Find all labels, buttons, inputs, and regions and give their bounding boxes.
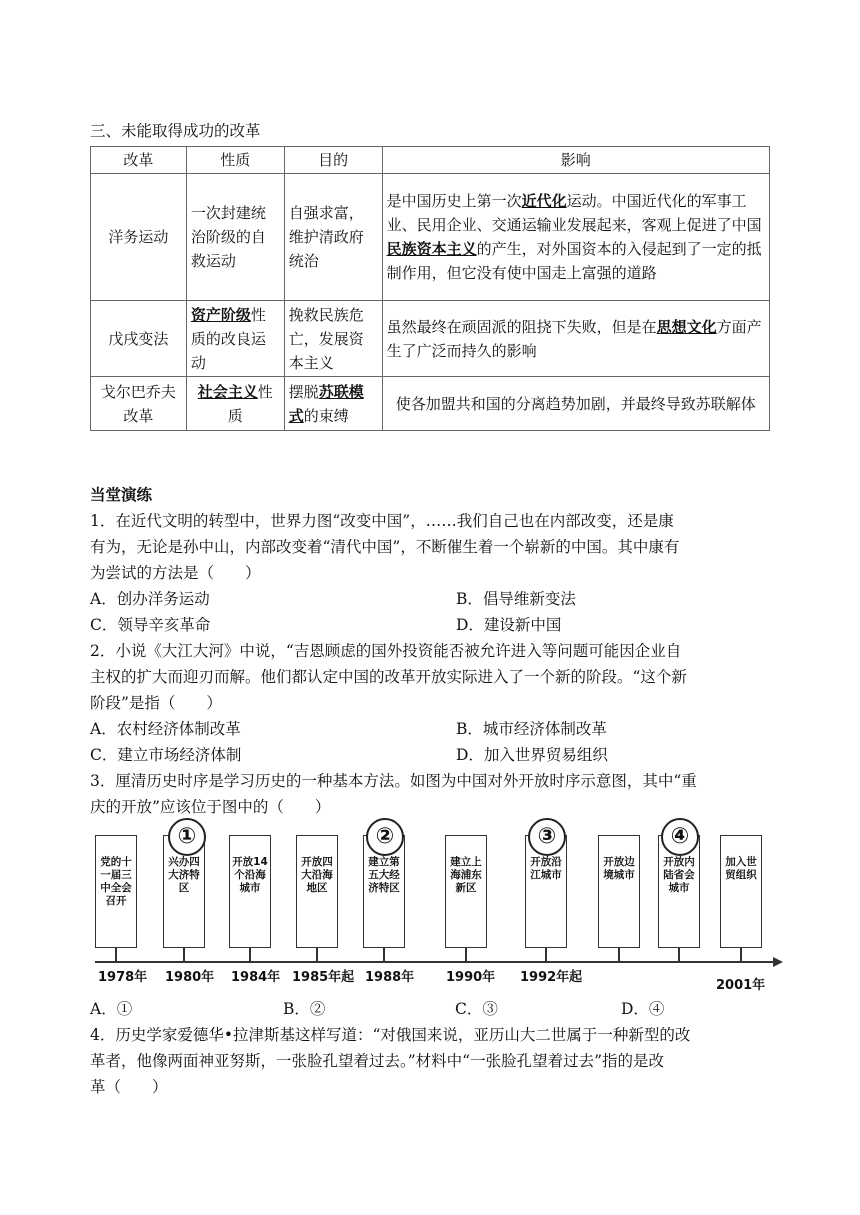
table-row — [91, 174, 770, 301]
timeline-box-1984: 开放14个沿海城市 — [229, 835, 271, 948]
cell-reform: 戈尔巴乔夫改革 — [91, 377, 187, 431]
option-c[interactable]: C．③ — [455, 1000, 498, 1018]
year-label: 1978年 — [98, 970, 148, 985]
timeline-stem — [249, 948, 251, 962]
marker-1: ① — [168, 818, 206, 856]
practice-title: 当堂演练 — [90, 486, 153, 504]
timeline-axis — [95, 961, 775, 963]
year-label: 2001年 — [716, 978, 766, 993]
option-c[interactable]: C．建立市场经济体制 — [90, 746, 242, 764]
marker-4: ④ — [661, 818, 699, 856]
cell-impact: 是中国历史上第一次近代化运动。中国近代化的军事工业、民用企业、交通运输业发展起来，客观上促进了中国民族资本主义的产生，对外国资本的入侵起到了一定的抵制作用，但它没有使中国走上富强的道路 — [382, 174, 769, 301]
year-label: 1984年 — [231, 970, 281, 985]
option-b[interactable]: B．② — [283, 1000, 326, 1018]
option-c[interactable]: C．领导辛亥革命 — [90, 616, 211, 634]
cell-impact: 使各加盟共和国的分离趋势加剧，并最终导致苏联解体 — [382, 377, 769, 431]
year-label: 1988年 — [365, 970, 415, 985]
timeline-box-1978: 党的十一届三中全会召开 — [95, 835, 137, 948]
option-d[interactable]: D．④ — [621, 1000, 665, 1018]
timeline-stem — [183, 948, 185, 962]
header-impact: 影响 — [382, 147, 769, 174]
timeline-box-1985: 开放四大沿海地区 — [296, 835, 338, 948]
timeline-box-2001: 加入世贸组织 — [720, 835, 762, 948]
cell-purpose: 挽救民族危亡，发展资本主义 — [284, 301, 382, 377]
year-label: 1985年起 — [292, 970, 355, 985]
table-row — [91, 377, 770, 431]
cell-reform: 洋务运动 — [91, 174, 187, 301]
cell-nature: 社会主义性质 — [186, 377, 284, 431]
cell-nature: 一次封建统治阶级的自救运动 — [186, 174, 284, 301]
timeline-box-1988: 建立第五大经济特区 — [363, 835, 405, 948]
table-header-row — [91, 147, 770, 174]
year-label: 1980年 — [165, 970, 215, 985]
timeline-stem — [465, 948, 467, 962]
marker-2: ② — [366, 818, 404, 856]
year-label: 1992年起 — [520, 970, 583, 985]
header-nature: 性质 — [186, 147, 284, 174]
cell-purpose: 自强求富，维护清政府统治 — [284, 174, 382, 301]
timeline-box-border: 开放边境城市 — [598, 835, 640, 948]
header-purpose: 目的 — [284, 147, 382, 174]
cell-reform: 戊戌变法 — [91, 301, 187, 377]
option-a[interactable]: A．创办洋务运动 — [90, 590, 210, 608]
timeline-box-1992: 开放沿江城市 — [525, 835, 567, 948]
table-row — [91, 301, 770, 377]
timeline-stem — [115, 948, 117, 962]
timeline-stem — [545, 948, 547, 962]
option-a[interactable]: A．① — [90, 1000, 133, 1018]
timeline-box-inland: 开放内陆省会城市 — [658, 835, 700, 948]
cell-nature: 资产阶级性质的改良运动 — [186, 301, 284, 377]
cell-impact: 虽然最终在顽固派的阻挠下失败，但是在思想文化方面产生了广泛而持久的影响 — [382, 301, 769, 377]
timeline-arrow — [773, 957, 783, 967]
option-a[interactable]: A．农村经济体制改革 — [90, 720, 241, 738]
timeline-stem — [383, 948, 385, 962]
timeline-box-1980: 兴办四大济特区 — [163, 835, 205, 948]
timeline-stem — [618, 948, 620, 962]
option-b[interactable]: B．倡导维新变法 — [456, 590, 576, 608]
section-title: 三、未能取得成功的改革 — [90, 122, 261, 140]
reform-table — [90, 146, 770, 431]
option-d[interactable]: D．建设新中国 — [456, 616, 562, 634]
header-reform: 改革 — [91, 147, 187, 174]
option-b[interactable]: B．城市经济体制改革 — [456, 720, 607, 738]
timeline-stem — [740, 948, 742, 962]
cell-purpose: 摆脱苏联模式的束缚 — [284, 377, 382, 431]
timeline-stem — [678, 948, 680, 962]
timeline-box-1990: 建立上海浦东新区 — [445, 835, 487, 948]
timeline-stem — [316, 948, 318, 962]
year-label: 1990年 — [446, 970, 496, 985]
marker-3: ③ — [528, 818, 566, 856]
option-d[interactable]: D．加入世界贸易组织 — [456, 746, 608, 764]
